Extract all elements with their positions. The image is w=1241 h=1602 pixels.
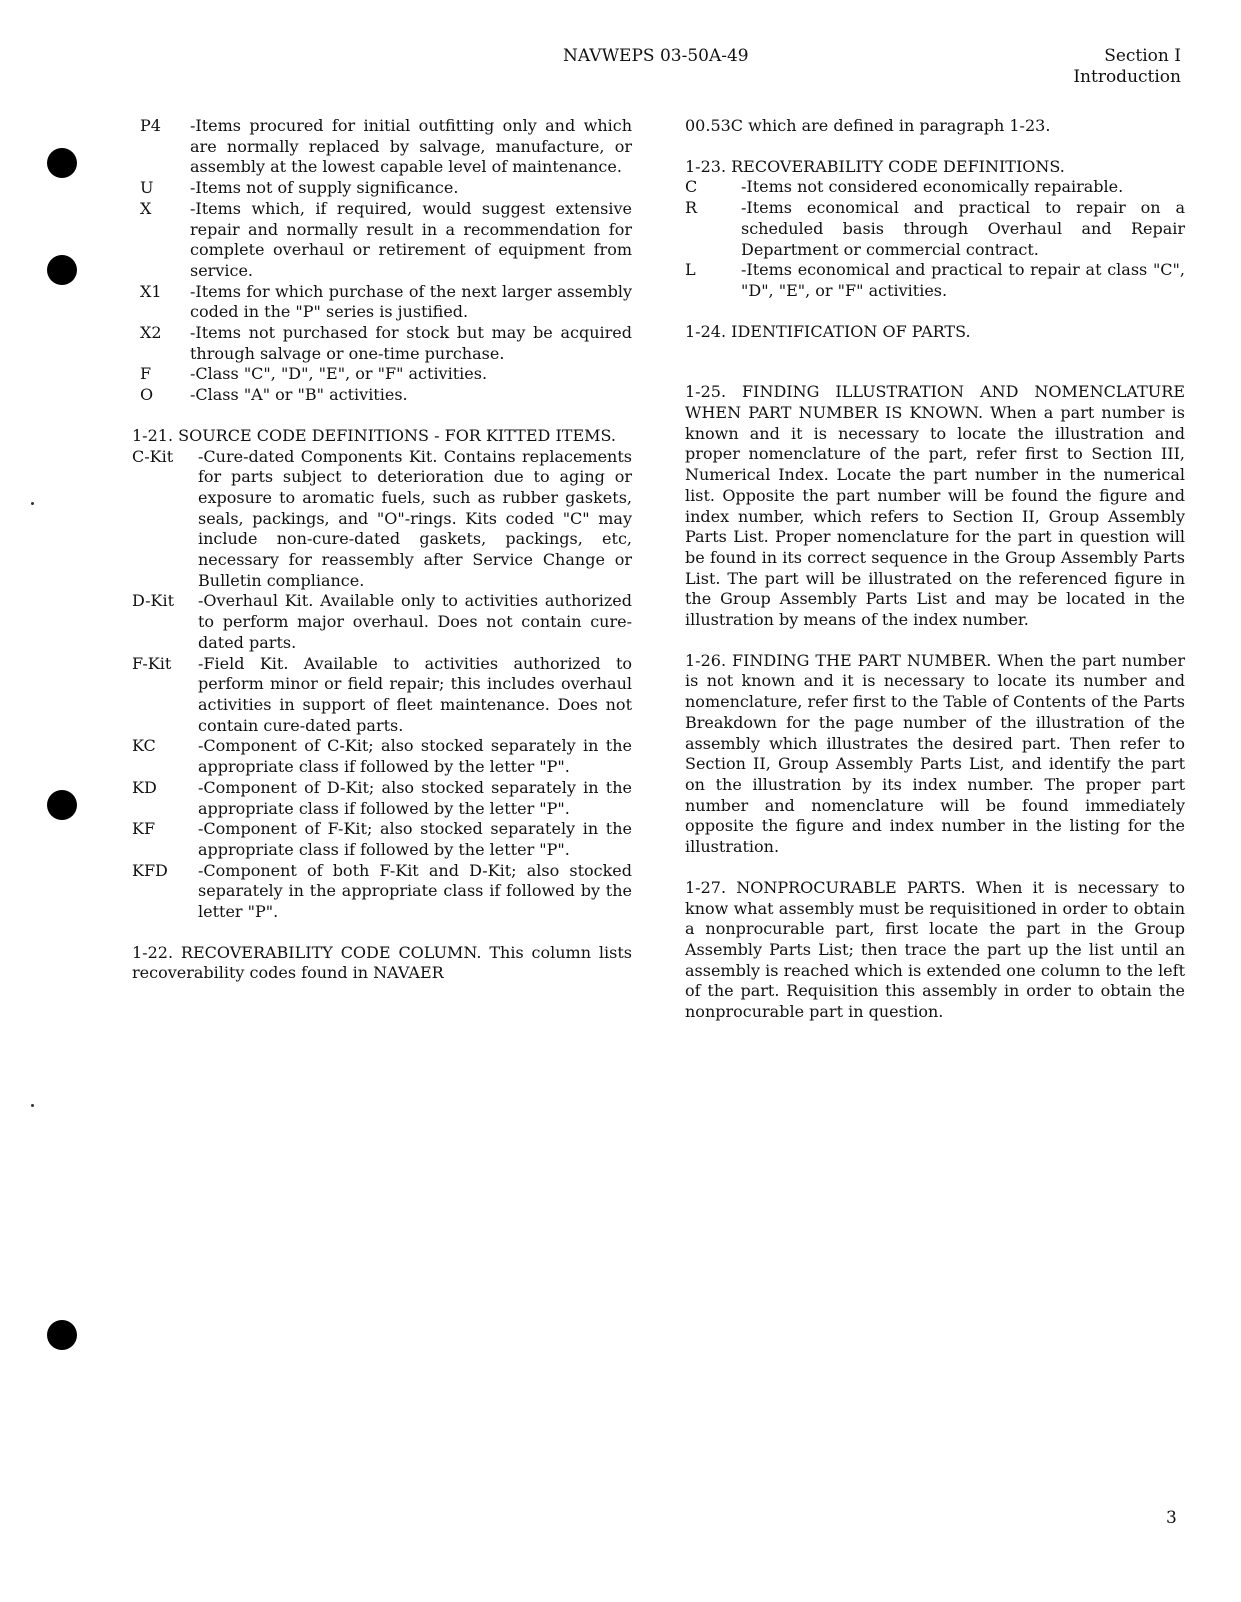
kit-entry-c-kit (132, 447, 632, 592)
code-entry-o (132, 385, 632, 406)
kit-code-label: KFD (132, 860, 168, 880)
kit-code-label: KF (132, 819, 156, 839)
code-label: X (140, 198, 152, 218)
paragraph-1-26: 1-26. FINDING THE PART NUMBER. When the part number is not known and it is necessary to locate its number and nomenclature, refer first to the Table of Contents of the Parts Breakdown for the page number of the illustration of the assembly which illustrates the desired part. Then refer to Section II, Group Assembly Parts List, and identify the part on the illustration by its index number. The proper part number and nomenclature will be found immediately opposite the figure and index number in the listing for the illustration. (685, 650, 1185, 857)
kit-code-definition: -Component of C-Kit; also stocked separately in the appropriate class if followed by the letter "P". (198, 736, 632, 777)
code-label: X1 (140, 281, 162, 301)
code-entry-p4 (132, 116, 632, 178)
recov-code-definition: -Items economical and practical to repair on a scheduled basis through Overhaul and Repair Department or commercial contract. (741, 198, 1185, 259)
heading-1-21: 1-21. SOURCE CODE DEFINITIONS - FOR KITTED ITEMS. (132, 425, 616, 445)
kit-code-definition: -Field Kit. Available to activities authorized to perform minor or field repair; this includes overhaul activities in support of fleet maintenance. Does not contain cure-dated parts. (198, 653, 632, 735)
document-id: NAVWEPS 03-50A-49 (563, 46, 749, 66)
margin-mark-1 (31, 502, 34, 505)
code-label: F (140, 364, 152, 384)
heading-1-23: 1-23. RECOVERABILITY CODE DEFINITIONS. (685, 156, 1065, 176)
recov-entry-l (685, 260, 1185, 301)
left-column (132, 116, 632, 984)
kit-entry-kc (132, 736, 632, 777)
code-definition: -Items not purchased for stock but may be acquired through salvage or one-time purchase. (190, 323, 632, 363)
code-label: O (140, 385, 154, 405)
code-label: U (140, 178, 154, 198)
recov-code-definition: -Items economical and practical to repair at class "C", "D", "E", or "F" activities. (741, 260, 1185, 300)
code-label: X2 (140, 323, 162, 343)
code-definition: -Items which, if required, would suggest extensive repair and normally result in a recommendation for complete overhaul or retirement of equipment from service. (190, 198, 632, 280)
code-entry-x1 (132, 282, 632, 323)
paragraph-1-22: 1-22. RECOVERABILITY CODE COLUMN. This column lists recoverability codes found in NAVAER (132, 942, 632, 983)
kit-code-definition: -Component of both F-Kit and D-Kit; also stocked separately in the appropriate class if followed by the letter "P". (198, 860, 632, 922)
code-definition: -Items not of supply significance. (190, 178, 459, 198)
binder-hole-4 (47, 1320, 77, 1350)
code-entry-u (132, 178, 632, 199)
code-definition: -Class "A" or "B" activities. (190, 385, 408, 405)
code-entry-x2 (132, 323, 632, 364)
kit-entry-kfd (132, 861, 632, 923)
kit-code-definition: -Overhaul Kit. Available only to activities authorized to perform major overhaul. Does not contain cure-dated parts. (198, 591, 632, 652)
recov-entry-r (685, 198, 1185, 260)
section-title: Introduction (1073, 67, 1181, 87)
kit-code-label: KC (132, 736, 156, 756)
recov-code-label: L (685, 260, 696, 280)
kit-code-definition: -Component of F-Kit; also stocked separately in the appropriate class if followed by the letter "P". (198, 819, 632, 859)
code-definition: -Items for which purchase of the next larger assembly coded in the "P" series is justified. (190, 281, 632, 322)
kit-entry-f-kit (132, 654, 632, 737)
code-definition: -Items procured for initial outfitting only and which are normally replaced by salvage, manufacture, or assembly at the lowest capable level of maintenance. (190, 116, 632, 177)
kit-code-definition: -Cure-dated Components Kit. Contains replacements for parts subject to deterioration due to aging or exposure to aromatic fuels, such as rubber gaskets, seals, packings, and "O"-rings. Kits coded "C" may include non-cure-dated gaskets, packings, etc, necessary for reassembly after Service Change or Bulletin compliance. (198, 446, 632, 590)
kit-code-label: C-Kit (132, 446, 174, 466)
kit-entry-kf (132, 819, 632, 860)
kit-code-definition: -Component of D-Kit; also stocked separately in the appropriate class if followed by the letter "P". (198, 777, 632, 818)
recov-entry-c (685, 177, 1185, 198)
heading-1-24: 1-24. IDENTIFICATION OF PARTS. (685, 321, 971, 341)
paragraph-1-27: 1-27. NONPROCURABLE PARTS. When it is necessary to know what assembly must be requisitioned in order to obtain a nonprocurable part, first locate the part in the Group Assembly Parts List; then trace the part up the list until an assembly is reached which is extended one column to the left of the part. Requisition this assembly in order to obtain the nonprocurable part in question. (685, 877, 1185, 1022)
binder-hole-1 (47, 148, 77, 178)
section-label (1073, 46, 1181, 88)
kit-code-label: KD (132, 777, 157, 797)
kit-code-label: F-Kit (132, 653, 172, 673)
paragraph-1-22-continued: 00.53C which are defined in paragraph 1-23. (685, 116, 1051, 135)
binder-hole-3 (47, 790, 77, 820)
code-entry-x (132, 199, 632, 282)
recov-code-label: C (685, 177, 698, 197)
section-number: Section I (1104, 46, 1181, 66)
binder-hole-2 (47, 255, 77, 285)
code-label: P4 (140, 116, 161, 135)
recov-code-label: R (685, 198, 698, 218)
code-definition: -Class "C", "D", "E", or "F" activities. (190, 364, 488, 384)
paragraph-1-25: 1-25. FINDING ILLUSTRATION AND NOMENCLATURE WHEN PART NUMBER IS KNOWN. When a part number is known and it is necessary to locate the illustration and proper nomenclature of the part, refer first to Section III, Numerical Index. Locate the part number in the numerical list. Opposite the part number will be found the figure and index number, which refers to Section II, Group Assembly Parts List. Proper nomenclature for the part in question will be found in its correct sequence in the Group Assembly Parts List. The part will be illustrated on the referenced figure in the Group Assembly Parts List and may be located in the illustration by means of the index number. (685, 382, 1185, 630)
code-entry-f (132, 364, 632, 385)
right-column (685, 116, 1185, 1023)
recov-code-definition: -Items not considered economically repairable. (741, 177, 1124, 197)
kit-entry-d-kit (132, 591, 632, 653)
kit-code-label: D-Kit (132, 591, 175, 611)
kit-entry-kd (132, 778, 632, 819)
margin-mark-2 (31, 1104, 34, 1107)
page-number: 3 (1166, 1508, 1177, 1528)
